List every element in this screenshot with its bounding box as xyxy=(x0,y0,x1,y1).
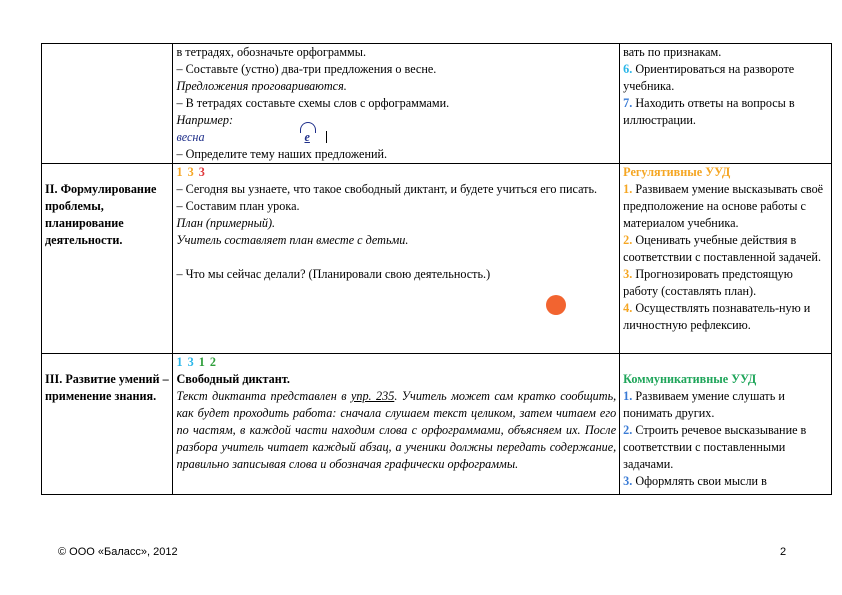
list-item: 1. Развиваем умение слушать и понимать других. xyxy=(623,389,785,420)
spacer xyxy=(176,249,616,266)
text-line: – Определите тему наших предложений. xyxy=(176,147,388,161)
text-line: План (примерный). xyxy=(176,216,276,230)
uud-cell xyxy=(620,164,832,354)
exercise-link[interactable]: упр. 235 xyxy=(350,389,395,403)
list-item: 3. Прогнозировать предстоящую работу (составлять план). xyxy=(623,267,793,298)
text-line: – Составьте (устно) два-три предложения о весне. xyxy=(176,62,437,76)
text-line: – Составим план урока. xyxy=(176,199,300,213)
dictation-text: Текст диктанта представлен в упр. 235. Учитель может сам кратко сообщить, как будет проходить работа: сначала слушаем текст целиком, затем читаем его по частям, в каждой части находим слова с орфограммами, объясняем их. После разбора учитель читает каждый абзац, а ученики должны передать содержание, правильно записывая слова и обозначая графически орфограммы. xyxy=(176,389,617,471)
list-item: 7. Находить ответы на вопросы в иллюстрации. xyxy=(623,96,795,127)
list-item: 4. Осуществлять познаватель-ную и личностную рефлексию. xyxy=(623,301,811,332)
text-line: – Что мы сейчас делали? (Планировали свою деятельность.) xyxy=(176,267,491,281)
orthogram-letter: е xyxy=(304,130,310,144)
list-item: 3. Оформлять свои мысли в xyxy=(623,474,767,488)
stage-cell: II. Формулирование проблемы, планирование деятельности. xyxy=(42,164,173,354)
text-line: Учитель составляет план вместе с детьми. xyxy=(176,233,409,247)
syllable-bar-mark xyxy=(326,131,327,143)
content-cell xyxy=(173,164,620,354)
spacer xyxy=(623,354,828,371)
text-line: Например: xyxy=(176,113,234,127)
word-scheme xyxy=(176,129,616,146)
content-cell xyxy=(173,44,620,164)
example-word: весна xyxy=(176,130,205,144)
uud-cell xyxy=(620,44,832,164)
list-item: 1. Развиваем умение высказывать своё предположение на основе работы с материалом учебника. xyxy=(623,182,824,230)
uud-title: Регулятивные УУД xyxy=(623,165,731,179)
text-line: – В тетрадях составьте схемы слов с орфограммами. xyxy=(176,96,450,110)
content-cell xyxy=(173,354,620,495)
list-item: 2. Строить речевое высказывание в соответствии с поставленными задачами. xyxy=(623,423,807,471)
text-line: – Сегодня вы узнаете, что такое свободный диктант, и будете учиться его писать. xyxy=(176,182,598,196)
text-line: в тетрадях, обозначьте орфограммы. xyxy=(176,45,366,59)
list-item: 2. Оценивать учебные действия в соответствии с поставленной задачей. xyxy=(623,233,821,264)
uud-title: Коммуникативные УУД xyxy=(623,372,757,386)
page-number: 2 xyxy=(780,546,787,558)
uud-cell xyxy=(620,354,832,495)
color-numbers: 1 3 3 xyxy=(176,165,206,179)
color-numbers: 1 3 1 2 xyxy=(176,355,217,369)
table-row xyxy=(42,354,832,495)
table-row xyxy=(42,44,832,164)
copyright-footer: © ООО «Баласс», 2012 xyxy=(58,546,178,558)
stage-cell xyxy=(42,44,173,164)
dictation-title: Свободный диктант. xyxy=(176,372,290,386)
text-line: вать по признакам. xyxy=(623,45,722,59)
lesson-table xyxy=(41,43,832,495)
list-item: 6. Ориентироваться на развороте учебника. xyxy=(623,62,795,93)
stage-cell: III. Развитие умений – применение знания. xyxy=(42,354,173,495)
text-line: Предложения проговариваются. xyxy=(176,79,347,93)
orange-dot-marker xyxy=(546,295,566,315)
table-row xyxy=(42,164,832,354)
